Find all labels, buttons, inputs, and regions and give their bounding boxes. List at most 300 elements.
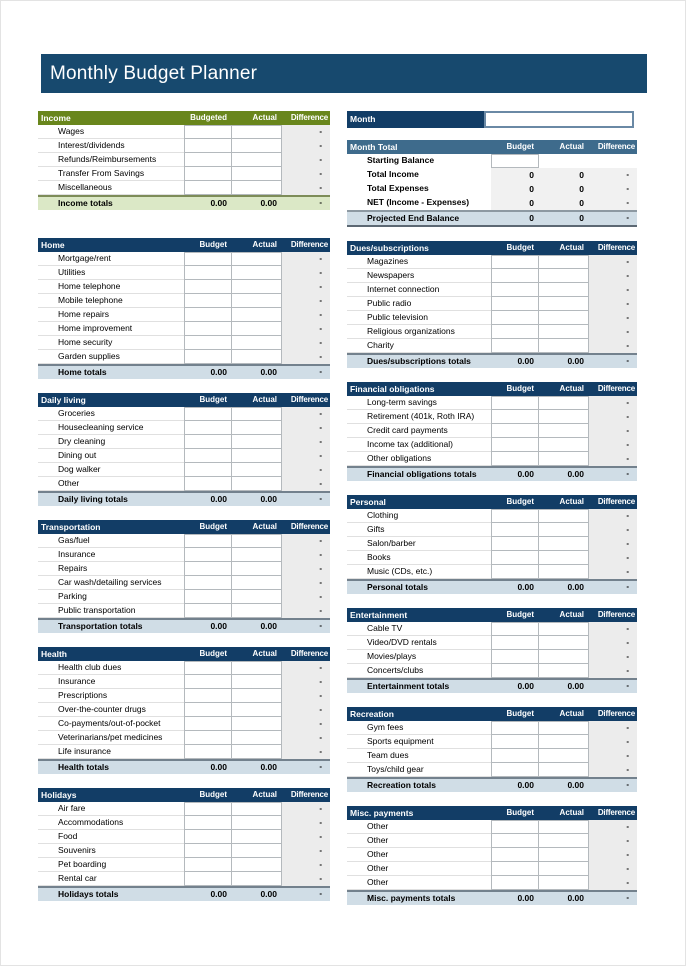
- row-label: Rental car: [38, 872, 184, 886]
- personal-column-header: Budget: [506, 497, 534, 506]
- row-label: Accommodations: [38, 816, 184, 830]
- home-row: [38, 322, 330, 336]
- difference-value: -: [589, 311, 637, 325]
- right-column: [347, 111, 637, 905]
- personal-actual-cell[interactable]: [539, 523, 589, 537]
- home-actual-cell[interactable]: [232, 280, 282, 294]
- misc-payments-actual-cell[interactable]: [539, 862, 589, 876]
- daily-living-row: [38, 421, 330, 435]
- row-label: Other: [347, 848, 491, 862]
- row-label: Clothing: [347, 509, 491, 523]
- health-actual-cell[interactable]: [232, 675, 282, 689]
- home-title: Home: [41, 240, 65, 250]
- holidays-budget-cell[interactable]: [184, 830, 232, 844]
- misc-payments-actual-cell[interactable]: [539, 848, 589, 862]
- totals-actual: 0.00: [260, 198, 277, 208]
- totals-difference: -: [319, 367, 322, 376]
- home-budget-cell[interactable]: [184, 308, 232, 322]
- transportation-actual-cell[interactable]: [232, 548, 282, 562]
- misc-payments-header: [347, 806, 637, 820]
- health-budget-cell[interactable]: [184, 689, 232, 703]
- home-budget-cell[interactable]: [184, 252, 232, 266]
- dues-subscriptions-row: [347, 297, 637, 311]
- personal-actual-cell[interactable]: [539, 551, 589, 565]
- dues-subscriptions-totals-row: [347, 353, 637, 368]
- totals-label: Income totals: [58, 198, 113, 208]
- difference-value: -: [282, 181, 330, 195]
- row-label: Books: [347, 551, 491, 565]
- health-row: [38, 661, 330, 675]
- difference-value: -: [282, 421, 330, 435]
- financial-obligations-totals-row: [347, 466, 637, 481]
- holidays-row: [38, 858, 330, 872]
- financial-obligations-actual-cell[interactable]: [539, 396, 589, 410]
- health-actual-cell[interactable]: [232, 661, 282, 675]
- daily-living-budget-cell[interactable]: [184, 407, 232, 421]
- transportation-budget-cell[interactable]: [184, 604, 232, 618]
- difference-value: -: [282, 576, 330, 590]
- recreation-actual-cell[interactable]: [539, 735, 589, 749]
- entertainment-actual-cell[interactable]: [539, 636, 589, 650]
- totals-label: Health totals: [58, 762, 110, 772]
- transportation-row: [38, 534, 330, 548]
- daily-living-budget-cell[interactable]: [184, 421, 232, 435]
- income-row: [38, 125, 330, 139]
- holidays-actual-cell[interactable]: [232, 858, 282, 872]
- income-budget-cell[interactable]: [184, 139, 232, 153]
- month-total-table: [347, 140, 637, 227]
- financial-obligations-actual-cell[interactable]: [539, 424, 589, 438]
- health-actual-cell[interactable]: [232, 731, 282, 745]
- difference-value: -: [282, 548, 330, 562]
- row-label: Toys/child gear: [347, 763, 491, 777]
- daily-living-budget-cell[interactable]: [184, 449, 232, 463]
- dues-subscriptions-row: [347, 283, 637, 297]
- difference-value: -: [589, 848, 637, 862]
- difference-value: -: [282, 477, 330, 491]
- misc-payments-title: Misc. payments: [350, 808, 414, 818]
- difference-value: -: [589, 664, 637, 678]
- home-budget-cell[interactable]: [184, 322, 232, 336]
- transportation-actual-cell[interactable]: [232, 604, 282, 618]
- recreation-actual-cell[interactable]: [539, 721, 589, 735]
- entertainment-budget-cell[interactable]: [491, 622, 539, 636]
- difference-value: -: [589, 834, 637, 848]
- row-label: Garden supplies: [38, 350, 184, 364]
- dues-subscriptions-budget-cell[interactable]: [491, 283, 539, 297]
- dues-subscriptions-row: [347, 269, 637, 283]
- holidays-budget-cell[interactable]: [184, 816, 232, 830]
- misc-payments-column-header: Difference: [597, 808, 635, 817]
- misc-payments-budget-cell[interactable]: [491, 876, 539, 890]
- financial-obligations-budget-cell[interactable]: [491, 424, 539, 438]
- entertainment-row: [347, 622, 637, 636]
- difference-value: -: [282, 294, 330, 308]
- totals-difference: -: [626, 893, 629, 902]
- entertainment-actual-cell[interactable]: [539, 664, 589, 678]
- dues-subscriptions-actual-cell[interactable]: [539, 297, 589, 311]
- difference-value: -: [282, 731, 330, 745]
- home-header: [38, 238, 330, 252]
- transportation-actual-cell[interactable]: [232, 562, 282, 576]
- starting-balance-cell[interactable]: [491, 154, 539, 168]
- totals-actual: 0.00: [567, 780, 584, 790]
- dues-subscriptions-budget-cell[interactable]: [491, 325, 539, 339]
- budget-value: 0: [491, 168, 539, 182]
- dues-subscriptions-actual-cell[interactable]: [539, 255, 589, 269]
- transportation-row: [38, 590, 330, 604]
- totals-actual: 0.00: [260, 762, 277, 772]
- totals-actual: 0.00: [260, 494, 277, 504]
- entertainment-row: [347, 650, 637, 664]
- personal-row: [347, 565, 637, 579]
- row-label: Cable TV: [347, 622, 491, 636]
- home-row: [38, 336, 330, 350]
- daily-living-actual-cell[interactable]: [232, 463, 282, 477]
- entertainment-budget-cell[interactable]: [491, 636, 539, 650]
- difference-value: -: [589, 396, 637, 410]
- holidays-table: [38, 788, 330, 901]
- home-row: [38, 350, 330, 364]
- dues-subscriptions-budget-cell[interactable]: [491, 297, 539, 311]
- totals-label: Home totals: [58, 367, 107, 377]
- entertainment-budget-cell[interactable]: [491, 664, 539, 678]
- dues-subscriptions-column-header: Budget: [506, 243, 534, 252]
- recreation-actual-cell[interactable]: [539, 763, 589, 777]
- entertainment-actual-cell[interactable]: [539, 650, 589, 664]
- daily-living-budget-cell[interactable]: [184, 463, 232, 477]
- month-input[interactable]: [484, 111, 634, 128]
- dues-subscriptions-budget-cell[interactable]: [491, 311, 539, 325]
- difference-value: -: [282, 745, 330, 759]
- health-actual-cell[interactable]: [232, 703, 282, 717]
- row-label: Utilities: [38, 266, 184, 280]
- daily-living-actual-cell[interactable]: [232, 477, 282, 491]
- financial-obligations-actual-cell[interactable]: [539, 438, 589, 452]
- recreation-budget-cell[interactable]: [491, 735, 539, 749]
- dues-subscriptions-budget-cell[interactable]: [491, 269, 539, 283]
- transportation-actual-cell[interactable]: [232, 576, 282, 590]
- holidays-actual-cell[interactable]: [232, 802, 282, 816]
- month-label: Month: [347, 111, 484, 128]
- home-actual-cell[interactable]: [232, 252, 282, 266]
- personal-budget-cell[interactable]: [491, 551, 539, 565]
- home-actual-cell[interactable]: [232, 350, 282, 364]
- holidays-budget-cell[interactable]: [184, 858, 232, 872]
- daily-living-table: [38, 393, 330, 506]
- row-label: Transfer From Savings: [38, 167, 184, 181]
- transportation-budget-cell[interactable]: [184, 548, 232, 562]
- holidays-budget-cell[interactable]: [184, 872, 232, 886]
- difference-value: -: [589, 551, 637, 565]
- difference-value: -: [282, 675, 330, 689]
- income-actual-cell[interactable]: [232, 153, 282, 167]
- home-row: [38, 308, 330, 322]
- dues-subscriptions-actual-cell[interactable]: [539, 269, 589, 283]
- recreation-table: [347, 707, 637, 792]
- row-label: Miscellaneous: [38, 181, 184, 195]
- difference-value: -: [282, 802, 330, 816]
- row-label: Other: [347, 820, 491, 834]
- dues-subscriptions-budget-cell[interactable]: [491, 255, 539, 269]
- totals-difference: -: [626, 356, 629, 365]
- transportation-header: [38, 520, 330, 534]
- holidays-row: [38, 830, 330, 844]
- daily-living-actual-cell[interactable]: [232, 435, 282, 449]
- health-actual-cell[interactable]: [232, 717, 282, 731]
- difference-value: -: [282, 661, 330, 675]
- recreation-budget-cell[interactable]: [491, 749, 539, 763]
- income-budget-cell[interactable]: [184, 181, 232, 195]
- dues-subscriptions-actual-cell[interactable]: [539, 311, 589, 325]
- difference-value: -: [589, 325, 637, 339]
- difference-value: -: [589, 735, 637, 749]
- difference-value: -: [282, 435, 330, 449]
- dues-subscriptions-row: [347, 325, 637, 339]
- totals-difference: -: [626, 681, 629, 690]
- totals-label: Holidays totals: [58, 889, 119, 899]
- totals-label: Transportation totals: [58, 621, 143, 631]
- personal-actual-cell[interactable]: [539, 509, 589, 523]
- home-column-header: Actual: [252, 240, 277, 249]
- holidays-actual-cell[interactable]: [232, 816, 282, 830]
- misc-payments-budget-cell[interactable]: [491, 862, 539, 876]
- transportation-row: [38, 562, 330, 576]
- row-label: Movies/plays: [347, 650, 491, 664]
- health-header: [38, 647, 330, 661]
- footer-label: Projected End Balance: [367, 213, 460, 223]
- daily-living-row: [38, 463, 330, 477]
- transportation-table: [38, 520, 330, 633]
- personal-actual-cell[interactable]: [539, 537, 589, 551]
- financial-obligations-actual-cell[interactable]: [539, 410, 589, 424]
- home-table: [38, 238, 330, 379]
- health-actual-cell[interactable]: [232, 689, 282, 703]
- actual-value: 0: [539, 182, 589, 196]
- row-label: Other: [347, 876, 491, 890]
- personal-column-header: Actual: [559, 497, 584, 506]
- actual-value: 0: [539, 168, 589, 182]
- holidays-budget-cell[interactable]: [184, 844, 232, 858]
- home-column-header: Budget: [199, 240, 227, 249]
- entertainment-header: [347, 608, 637, 622]
- health-budget-cell[interactable]: [184, 731, 232, 745]
- income-actual-cell[interactable]: [232, 181, 282, 195]
- daily-living-column-header: Difference: [290, 395, 328, 404]
- difference-value: -: [282, 139, 330, 153]
- transportation-actual-cell[interactable]: [232, 590, 282, 604]
- health-column-header: Budget: [199, 649, 227, 658]
- recreation-actual-cell[interactable]: [539, 749, 589, 763]
- home-actual-cell[interactable]: [232, 322, 282, 336]
- home-budget-cell[interactable]: [184, 336, 232, 350]
- footer-difference: -: [626, 213, 629, 222]
- transportation-row: [38, 548, 330, 562]
- difference-value: -: [589, 255, 637, 269]
- health-budget-cell[interactable]: [184, 661, 232, 675]
- recreation-budget-cell[interactable]: [491, 763, 539, 777]
- dues-subscriptions-actual-cell[interactable]: [539, 339, 589, 353]
- month-total-column-header: Difference: [597, 142, 635, 151]
- home-budget-cell[interactable]: [184, 350, 232, 364]
- misc-payments-budget-cell[interactable]: [491, 820, 539, 834]
- difference-value: -: [282, 322, 330, 336]
- health-budget-cell[interactable]: [184, 717, 232, 731]
- entertainment-totals-row: [347, 678, 637, 693]
- daily-living-budget-cell[interactable]: [184, 477, 232, 491]
- transportation-budget-cell[interactable]: [184, 534, 232, 548]
- dues-subscriptions-budget-cell[interactable]: [491, 339, 539, 353]
- entertainment-row: [347, 664, 637, 678]
- personal-row: [347, 523, 637, 537]
- recreation-column-header: Actual: [559, 709, 584, 718]
- financial-obligations-budget-cell[interactable]: [491, 396, 539, 410]
- row-label: Credit card payments: [347, 424, 491, 438]
- home-budget-cell[interactable]: [184, 266, 232, 280]
- transportation-budget-cell[interactable]: [184, 590, 232, 604]
- financial-obligations-row: [347, 452, 637, 466]
- row-label: Public transportation: [38, 604, 184, 618]
- misc-payments-actual-cell[interactable]: [539, 876, 589, 890]
- row-label: Other: [347, 834, 491, 848]
- totals-actual: 0.00: [260, 367, 277, 377]
- home-budget-cell[interactable]: [184, 294, 232, 308]
- daily-living-actual-cell[interactable]: [232, 407, 282, 421]
- row-label: Co-payments/out-of-pocket: [38, 717, 184, 731]
- entertainment-table: [347, 608, 637, 693]
- misc-payments-actual-cell[interactable]: [539, 820, 589, 834]
- financial-obligations-column-header: Actual: [559, 384, 584, 393]
- difference-value: -: [282, 125, 330, 139]
- home-budget-cell[interactable]: [184, 280, 232, 294]
- transportation-row: [38, 576, 330, 590]
- health-actual-cell[interactable]: [232, 745, 282, 759]
- home-actual-cell[interactable]: [232, 294, 282, 308]
- difference-value: -: [282, 689, 330, 703]
- totals-budget: 0.00: [517, 582, 534, 592]
- totals-difference: -: [319, 494, 322, 503]
- health-budget-cell[interactable]: [184, 703, 232, 717]
- holidays-actual-cell[interactable]: [232, 830, 282, 844]
- month-total-column-header: Budget: [506, 142, 534, 151]
- totals-label: Personal totals: [367, 582, 428, 592]
- difference-value: -: [589, 820, 637, 834]
- entertainment-budget-cell[interactable]: [491, 650, 539, 664]
- income-actual-cell[interactable]: [232, 125, 282, 139]
- difference-value: -: [282, 562, 330, 576]
- row-label: Gym fees: [347, 721, 491, 735]
- row-label: Public television: [347, 311, 491, 325]
- personal-row: [347, 551, 637, 565]
- financial-obligations-actual-cell[interactable]: [539, 452, 589, 466]
- misc-payments-budget-cell[interactable]: [491, 834, 539, 848]
- financial-obligations-budget-cell[interactable]: [491, 410, 539, 424]
- difference-value: -: [589, 283, 637, 297]
- dues-subscriptions-actual-cell[interactable]: [539, 325, 589, 339]
- entertainment-actual-cell[interactable]: [539, 622, 589, 636]
- difference-value: -: [282, 717, 330, 731]
- home-row: [38, 266, 330, 280]
- personal-budget-cell[interactable]: [491, 523, 539, 537]
- financial-obligations-column-header: Difference: [597, 384, 635, 393]
- income-budget-cell[interactable]: [184, 167, 232, 181]
- financial-obligations-budget-cell[interactable]: [491, 452, 539, 466]
- daily-living-budget-cell[interactable]: [184, 435, 232, 449]
- totals-budget: 0.00: [517, 469, 534, 479]
- recreation-budget-cell[interactable]: [491, 721, 539, 735]
- month-total-column-header: Actual: [559, 142, 584, 151]
- home-column-header: Difference: [290, 240, 328, 249]
- transportation-budget-cell[interactable]: [184, 562, 232, 576]
- transportation-actual-cell[interactable]: [232, 534, 282, 548]
- misc-payments-column-header: Budget: [506, 808, 534, 817]
- transportation-budget-cell[interactable]: [184, 576, 232, 590]
- totals-difference: -: [626, 582, 629, 591]
- dues-subscriptions-actual-cell[interactable]: [539, 283, 589, 297]
- income-actual-cell[interactable]: [232, 139, 282, 153]
- income-budget-cell[interactable]: [184, 125, 232, 139]
- difference-value: -: [589, 749, 637, 763]
- misc-payments-actual-cell[interactable]: [539, 834, 589, 848]
- holidays-actual-cell[interactable]: [232, 872, 282, 886]
- income-row: [38, 181, 330, 195]
- month-total-row: [347, 196, 637, 210]
- totals-budget: 0.00: [517, 893, 534, 903]
- home-actual-cell[interactable]: [232, 266, 282, 280]
- daily-living-actual-cell[interactable]: [232, 421, 282, 435]
- difference-value: -: [589, 650, 637, 664]
- month-total-title: Month Total: [350, 142, 398, 152]
- row-label: Home improvement: [38, 322, 184, 336]
- row-label: Car wash/detailing services: [38, 576, 184, 590]
- daily-living-actual-cell[interactable]: [232, 449, 282, 463]
- holidays-budget-cell[interactable]: [184, 802, 232, 816]
- personal-row: [347, 509, 637, 523]
- home-actual-cell[interactable]: [232, 336, 282, 350]
- difference-value: -: [589, 168, 637, 182]
- dues-subscriptions-title: Dues/subscriptions: [350, 243, 429, 253]
- entertainment-row: [347, 636, 637, 650]
- totals-label: Misc. payments totals: [367, 893, 456, 903]
- health-row: [38, 717, 330, 731]
- holidays-column-header: Budget: [199, 790, 227, 799]
- row-label: Groceries: [38, 407, 184, 421]
- totals-difference: -: [626, 469, 629, 478]
- personal-budget-cell[interactable]: [491, 565, 539, 579]
- financial-obligations-title: Financial obligations: [350, 384, 435, 394]
- row-label: Concerts/clubs: [347, 664, 491, 678]
- misc-payments-budget-cell[interactable]: [491, 848, 539, 862]
- row-label: Gas/fuel: [38, 534, 184, 548]
- row-label: Salon/barber: [347, 537, 491, 551]
- financial-obligations-budget-cell[interactable]: [491, 438, 539, 452]
- personal-budget-cell[interactable]: [491, 509, 539, 523]
- income-column-header: Budgeted: [190, 113, 227, 122]
- personal-budget-cell[interactable]: [491, 537, 539, 551]
- personal-actual-cell[interactable]: [539, 565, 589, 579]
- totals-actual: 0.00: [567, 681, 584, 691]
- income-budget-cell[interactable]: [184, 153, 232, 167]
- totals-difference: -: [319, 198, 322, 207]
- home-actual-cell[interactable]: [232, 308, 282, 322]
- health-budget-cell[interactable]: [184, 745, 232, 759]
- difference-value: -: [282, 604, 330, 618]
- holidays-actual-cell[interactable]: [232, 844, 282, 858]
- income-actual-cell[interactable]: [232, 167, 282, 181]
- health-budget-cell[interactable]: [184, 675, 232, 689]
- misc-payments-row: [347, 820, 637, 834]
- income-row: [38, 153, 330, 167]
